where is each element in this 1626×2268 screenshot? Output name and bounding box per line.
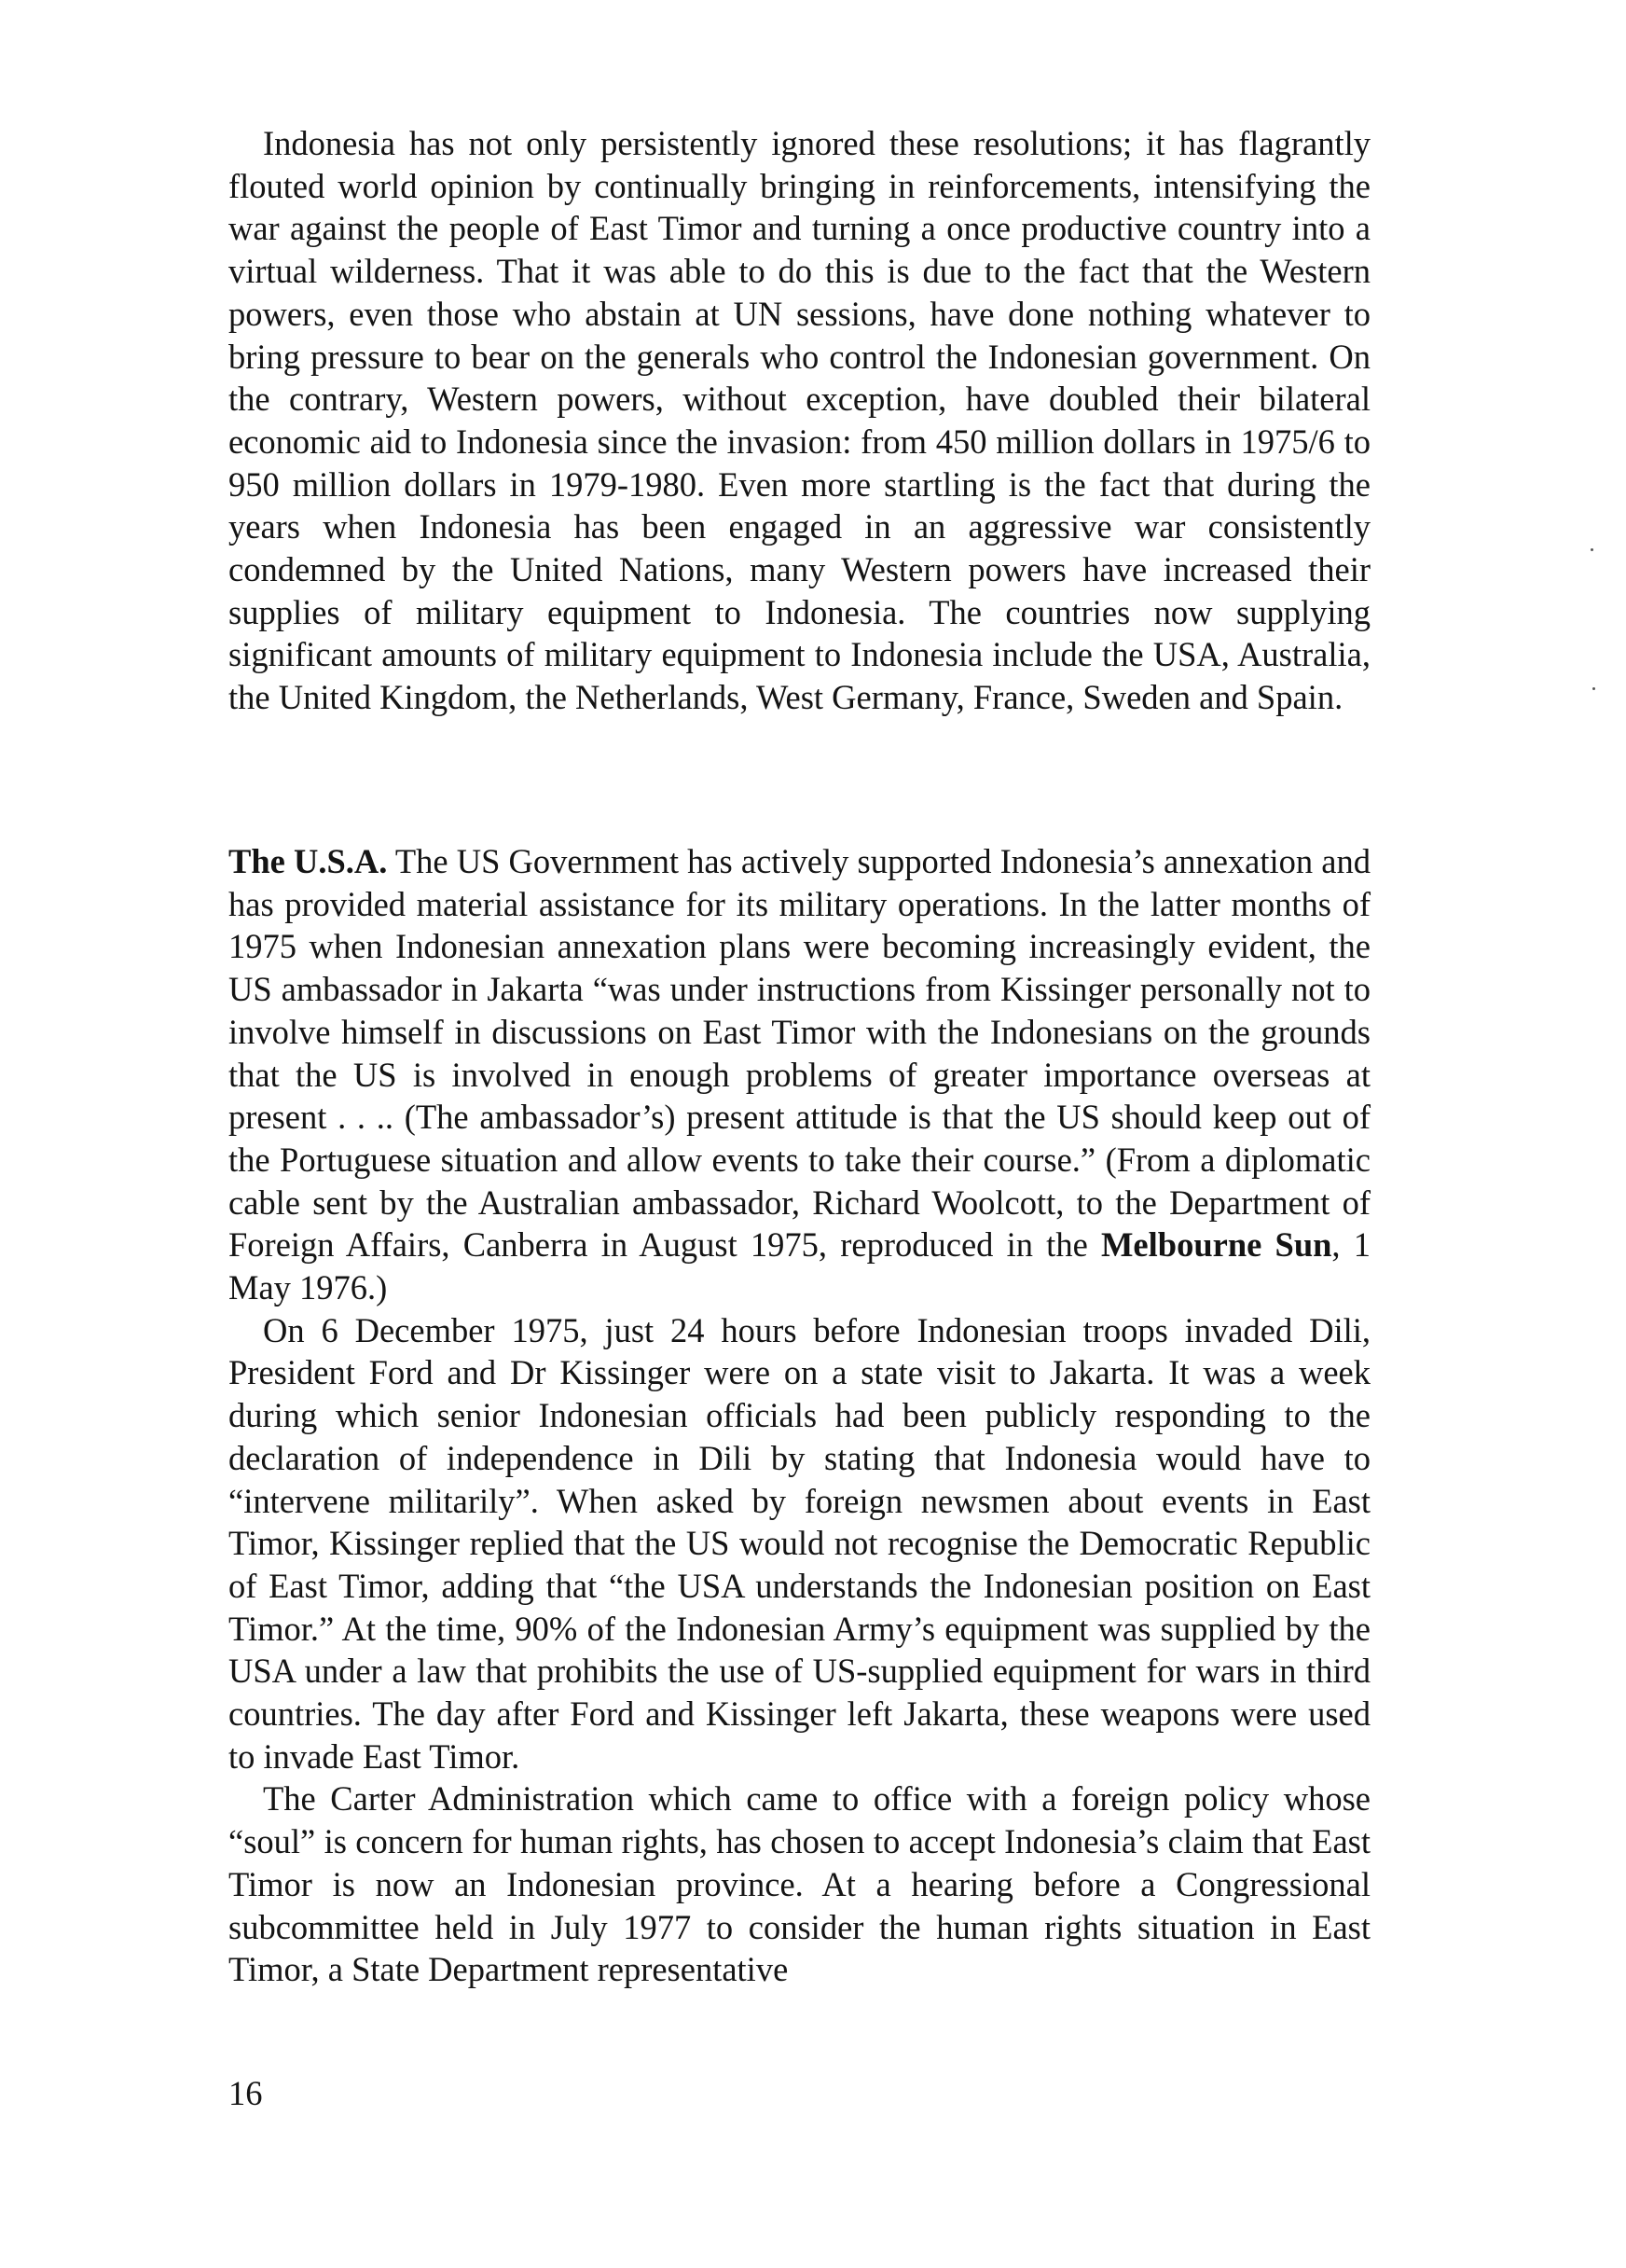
section-usa <box>228 840 1371 1991</box>
section-heading-usa: The U.S.A. <box>228 842 388 880</box>
body-text-top <box>228 122 1371 719</box>
paragraph-carter-administration: The Carter Administration which came to office with a foreign policy whose “soul” is concern for human rights, has chosen to accept Indonesia’s claim that East Timor is now an Indonesian province. At a hearing before a Congressional subcommittee held in July 1977 to consider the human rights situation in East Timor, a State Department representative <box>228 1779 1371 1989</box>
paragraph-western-powers: Indonesia has not only persistently ignored these resolutions; it has flagrantly flouted world opinion by continually bringing in reinforcements, intensifying the war against the people of East Timor and turning a once productive country into a virtual wilderness. That it was able to do this is due to the fact that the Western powers, even those who abstain at UN sessions, have done nothing whatever to bring pressure to bear on the generals who control the Indonesian government. On the contrary, Western powers, without exception, have doubled their bilateral economic aid to Indonesia since the invasion: from 450 million dollars in 1975/6 to 950 million dollars in 1979-1980. Even more startling is the fact that during the years when Indonesia has been engaged in an aggressive war consistently condemned by the United Nations, many Western powers have increased their supplies of military equipment to Indonesia. The countries now supplying significant amounts of military equipment to Indonesia include the USA, Australia, the United Kingdom, the Netherlands, West Germany, France, Sweden and Spain. <box>228 124 1371 717</box>
source-melbourne-sun: Melbourne Sun <box>1100 1225 1332 1265</box>
paragraph-usa-intro <box>228 840 1371 1309</box>
paragraph-ford-kissinger-visit: On 6 December 1975, just 24 hours before Indonesian troops invaded Dili, President Ford and Dr Kissinger were on a state visit to Jakarta. It was a week during which senior Indonesian officials had been publicly responding to the declaration of independence in Dili by stating that Indonesia would have to “intervene militarily”. When asked by foreign newsmen about events in East Timor, Kissinger replied that the US would not recognise the Democratic Republic of East Timor, adding that “the USA understands the Indonesian position on East Timor.” At the time, 90% of the Indonesian Army’s equipment was supplied by the USA under a law that prohibits the use of US-supplied equipment for wars in third countries. The day after Ford and Kissinger left Jakarta, these weapons were used to invade East Timor. <box>228 1310 1371 1776</box>
print-speck <box>1591 548 1593 551</box>
page-number: 16 <box>228 2074 263 2112</box>
paragraph-usa-text-a: The US Government has actively supported Indonesia’s annexation and has provided material assistance for its military operations. In the latter months of 1975 when Indonesian annexation plans were becoming increasingly evident, the US ambassador in Jakarta “was under instructions from Kissinger personally not to involve himself in discussions on East Timor with the Indonesians on the grounds that the US is involved in enough problems of greater importance overseas at present . . .. (The ambassador’s) present attitude is that the US should keep out of the Portuguese situation and allow events to take their course.” (From a diplomatic cable sent by the Australian ambassador, Richard Woolcott, to the Department of Foreign Affairs, Canberra in August 1975, reproduced in the <box>228 842 1371 1265</box>
paragraph-usa-text-b: , 1 May 1976.) <box>228 1225 1371 1307</box>
print-speck <box>1592 687 1595 690</box>
